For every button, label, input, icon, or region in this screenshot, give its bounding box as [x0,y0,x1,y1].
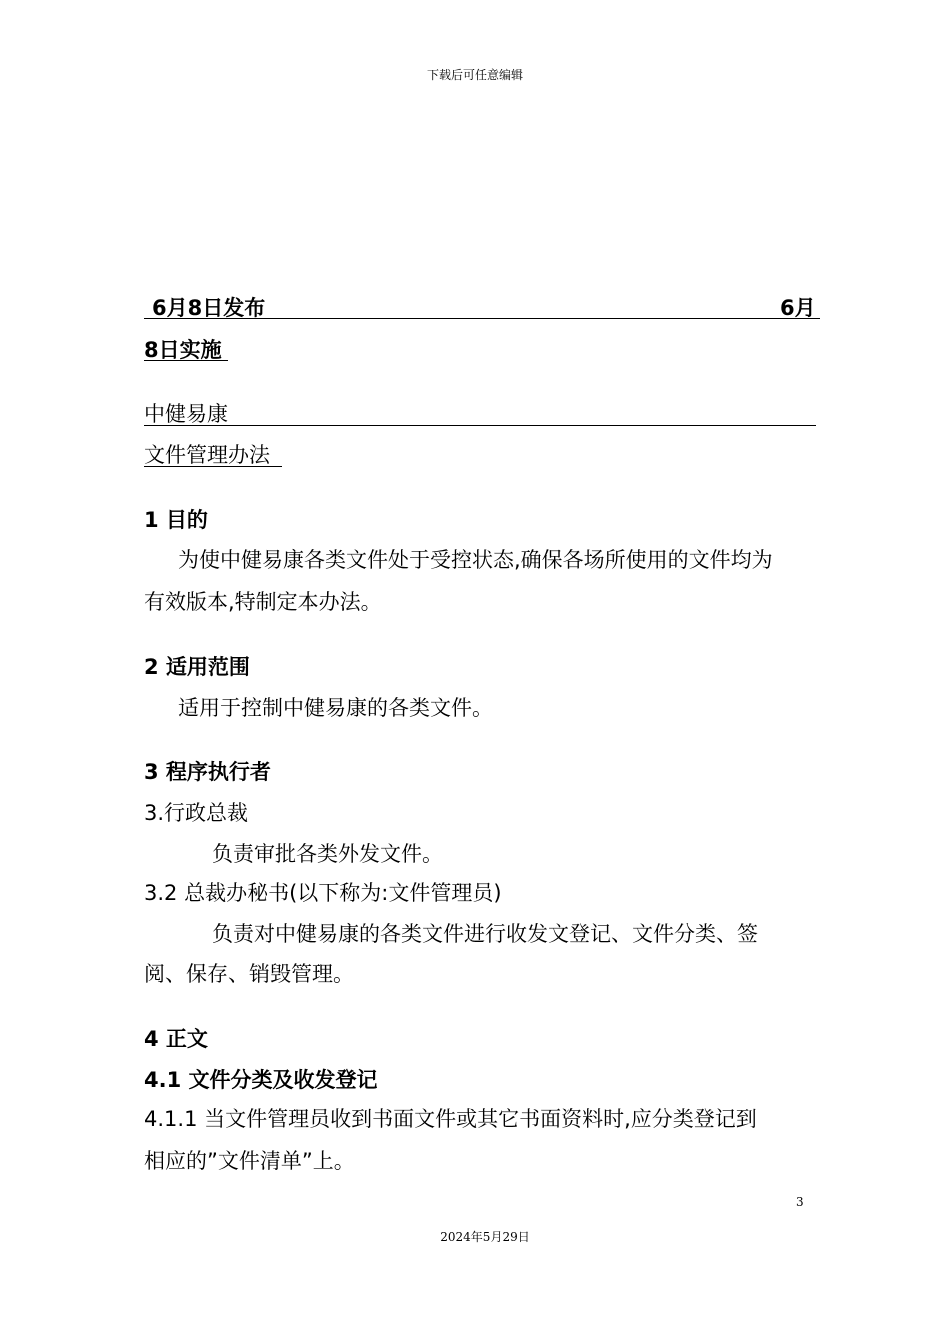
section-1-paragraph-line1: 为使中健易康各类文件处于受控状态,确保各场所使用的文件均为 [178,548,773,572]
implement-underline [144,360,228,361]
section-3-heading: 3 程序执行者 [144,760,271,784]
company-name: 中健易康 [144,402,228,426]
section-1-heading: 1 目的 [144,508,208,532]
section-2-paragraph: 适用于控制中健易康的各类文件。 [178,696,493,720]
implement-date-part2: 8日实施 [144,338,222,362]
section-3-2-text-line1: 负责对中健易康的各类文件进行收发文登记、文件分类、签 [212,922,758,946]
section-3-2-label: 3.2 总裁办秘书(以下称为:文件管理员) [144,881,502,905]
title-underline [144,466,282,467]
page-number: 3 [796,1195,804,1209]
implement-date-part1: 6月 [780,296,816,320]
footer-date: 2024年5月29日 [440,1230,530,1244]
document-title: 文件管理办法 [144,443,270,467]
company-underline [144,425,816,426]
header-note: 下载后可任意编辑 [426,68,523,82]
release-underline [144,318,820,319]
section-3-2-text-line2: 阅、保存、销毁管理。 [144,962,354,986]
section-4-1-1-line1: 4.1.1 当文件管理员收到书面文件或其它书面资料时,应分类登记到 [144,1107,757,1131]
section-4-heading: 4 正文 [144,1027,208,1051]
section-3-1-label: 3.行政总裁 [144,801,249,825]
section-4-1-1-line2: 相应的”文件清单”上。 [144,1149,355,1173]
release-date-label: 6月8日发布 [152,296,266,320]
section-1-paragraph-line2: 有效版本,特制定本办法。 [144,590,382,614]
section-4-1-heading: 4.1 文件分类及收发登记 [144,1068,378,1092]
section-2-heading: 2 适用范围 [144,655,250,679]
section-3-1-text: 负责审批各类外发文件。 [212,842,443,866]
